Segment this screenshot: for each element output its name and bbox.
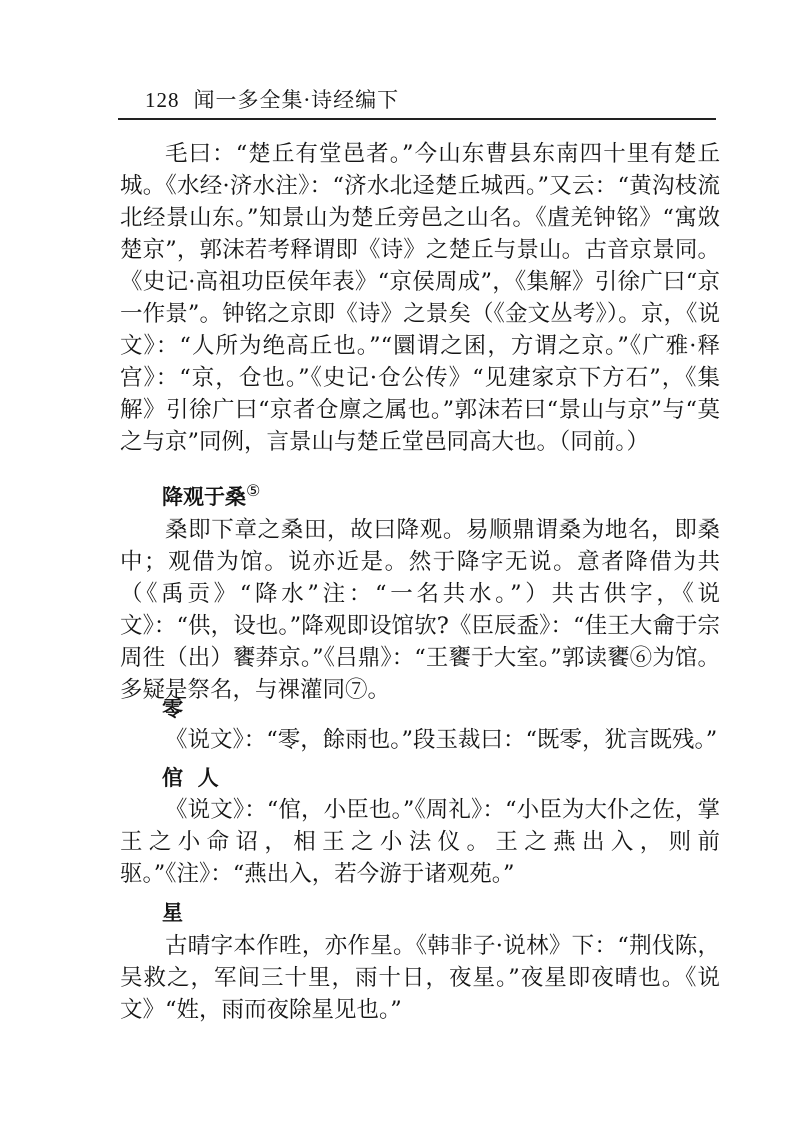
paragraph-chuqiu: 毛曰：“楚丘有堂邑者。”今山东曹县东南四十里有楚丘城。《水经·济水注》：“济水北迳楚丘城西。”又云：“黄沟枝流北经景山东。”知景山为楚丘旁邑之山名。《虘羌钟铭》“寓敚楚京”，郭沫若考释谓即《诗》之楚丘与景山。古音京景同。《史记·高祖功臣侯年表》“京侯周成”，《集解》引徐广曰“京一作景”。钟铭之京即《诗》之景矣（《金文丛考》）。京，《说文》：“人所为绝高丘也。”“圜谓之囷，方谓之京。”《广雅·释宫》：“京，仓也。”《史记·仓公传》“见建家京下方石”，《集解》引徐广曰“京者仓廪之属也。”郭沫若曰“景山与京”与“莫之与京”同例，言景山与楚丘堂邑同高大也。（同前。）	[120, 141, 720, 455]
header-rule	[118, 118, 716, 120]
heading-jiangguan-text: 降观于桑	[162, 485, 246, 509]
paragraph-xing: 古晴字本作甠，亦作星。《韩非子·说林》下：“荆伐陈，吴救之，军间三十里，雨十日，夜星。”夜星即夜晴也。《说文》“姓，雨而夜除星见也。”	[120, 933, 720, 1023]
heading-guanren-text: 倌 人	[162, 766, 219, 790]
footnote-marker: ⑤	[246, 481, 261, 500]
heading-xing: 星	[162, 901, 183, 925]
paragraph-jiangguan: 桑即下章之桑田，故曰降观。易顺鼎谓桑为地名，即桑中；观借为馆。说亦近是。然于降字无说。意者降借为共（《禹贡》“降水”注：“一名共水。”）共古供字，《说文》：“供，设也。”降观即设馆欤?《臣辰盉》：“佳王大龠于宗周徃（出）饔莽京。”《吕鼎》：“王饔于大室。”郭读饔⑥为馆。多疑是祭名，与祼灌同⑦。	[120, 517, 720, 703]
page-number: 128	[145, 88, 180, 112]
heading-jiangguan	[162, 481, 260, 511]
book-title: 闻一多全集·诗经编下	[193, 88, 400, 112]
heading-guanren	[162, 762, 219, 792]
paragraph-guanren: 《说文》：“倌，小臣也。”《周礼》：“小臣为大仆之佐，掌王之小命诏，相王之小法仪。王之燕出入，则前驱。”《注》：“燕出入，若今游于诸观苑。”	[120, 797, 720, 887]
paragraph-ling: 《说文》：“零，餘雨也。”段玉裁曰：“既零，犹言既残。”	[165, 727, 718, 753]
running-header	[145, 84, 399, 114]
heading-ling: 零	[162, 697, 183, 721]
